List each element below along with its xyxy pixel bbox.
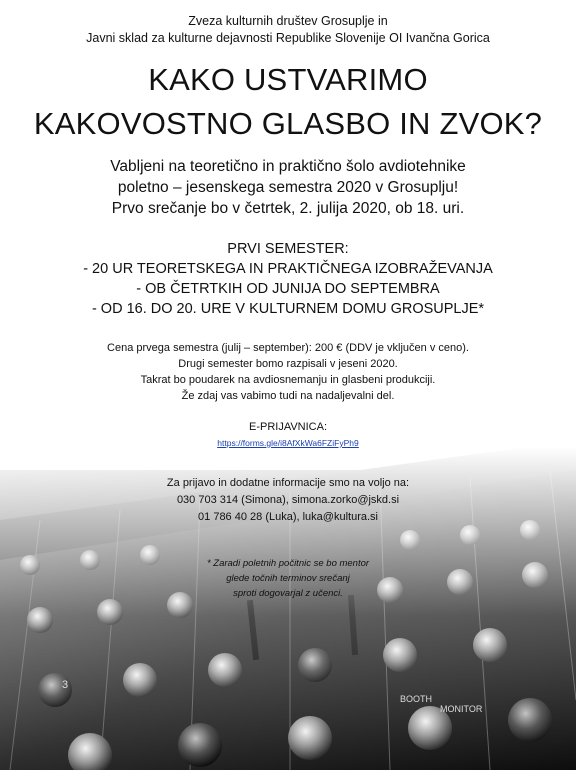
organizer-line-2: Javni sklad za kulturne dejavnosti Republike Slovenije OI Ivančna Gorica: [86, 31, 490, 45]
registration-link[interactable]: [0, 435, 576, 451]
semester-item-2: - OB ČETRTKIH OD JUNIJA DO SEPTEMBRA: [136, 281, 440, 297]
footnote-line-2: glede točnih terminov srečanj: [226, 573, 350, 584]
pricing-line-1: Cena prvega semestra (julij – september): 200 € (DDV je vključen v ceno).: [107, 342, 469, 354]
mixer-label-monitor: MONITOR: [440, 704, 483, 714]
organizer-line-1: Zveza kulturnih društev Grosuplje in: [188, 14, 388, 28]
pricing-line-4: Že zdaj vas vabimo tudi na nadaljevalni del.: [181, 390, 395, 402]
contact-line-1: Za prijavo in dodatne informacije smo na voljo na:: [166, 477, 410, 489]
footnote-line-1: * Zaradi poletnih počitnic se bo mentor: [206, 558, 370, 569]
semester-heading: PRVI SEMESTER:: [227, 241, 349, 257]
intro-line-2: poletno – jesenskega semestra 2020 v Grosuplju!: [117, 179, 459, 196]
title-line-1: KAKO USTVARIMO: [148, 62, 428, 97]
intro-line-3: Prvo srečanje bo v četrtek, 2. julija 2020, ob 18. uri.: [111, 200, 465, 217]
contact-line-2: 030 703 314 (Simona), simona.zorko@jskd.si: [176, 494, 400, 506]
pricing-line-3: Takrat bo poudarek na avdiosnemanju in glasbeni produkciji.: [140, 374, 436, 386]
pricing-line-2: Drugi semester bomo razpisali v jeseni 2020.: [178, 358, 398, 370]
registration-link-anchor[interactable]: https://forms.gle/i8AfXkWa6FZiFyPh9: [217, 438, 359, 448]
semester-item-1: - 20 UR TEORETSKEGA IN PRAKTIČNEGA IZOBRAŽEVANJA: [83, 261, 493, 277]
footnote-line-3: sproti dogovarjal z učenci.: [233, 588, 343, 599]
registration-label: E-PRIJAVNICA:: [248, 421, 328, 433]
intro-line-1: Vabljeni na teoretično in praktično šolo avdiotehnike: [110, 158, 466, 175]
mixer-label-booth: BOOTH: [400, 694, 433, 704]
title-line-2: KAKOVOSTNO GLASBO IN ZVOK?: [33, 106, 543, 141]
semester-item-3: - OD 16. DO 20. URE V KULTURNEM DOMU GROSUPLJE*: [91, 301, 485, 317]
mixer-label-3: 3: [62, 679, 69, 691]
contact-line-3: 01 786 40 28 (Luka), luka@kultura.si: [198, 511, 378, 523]
